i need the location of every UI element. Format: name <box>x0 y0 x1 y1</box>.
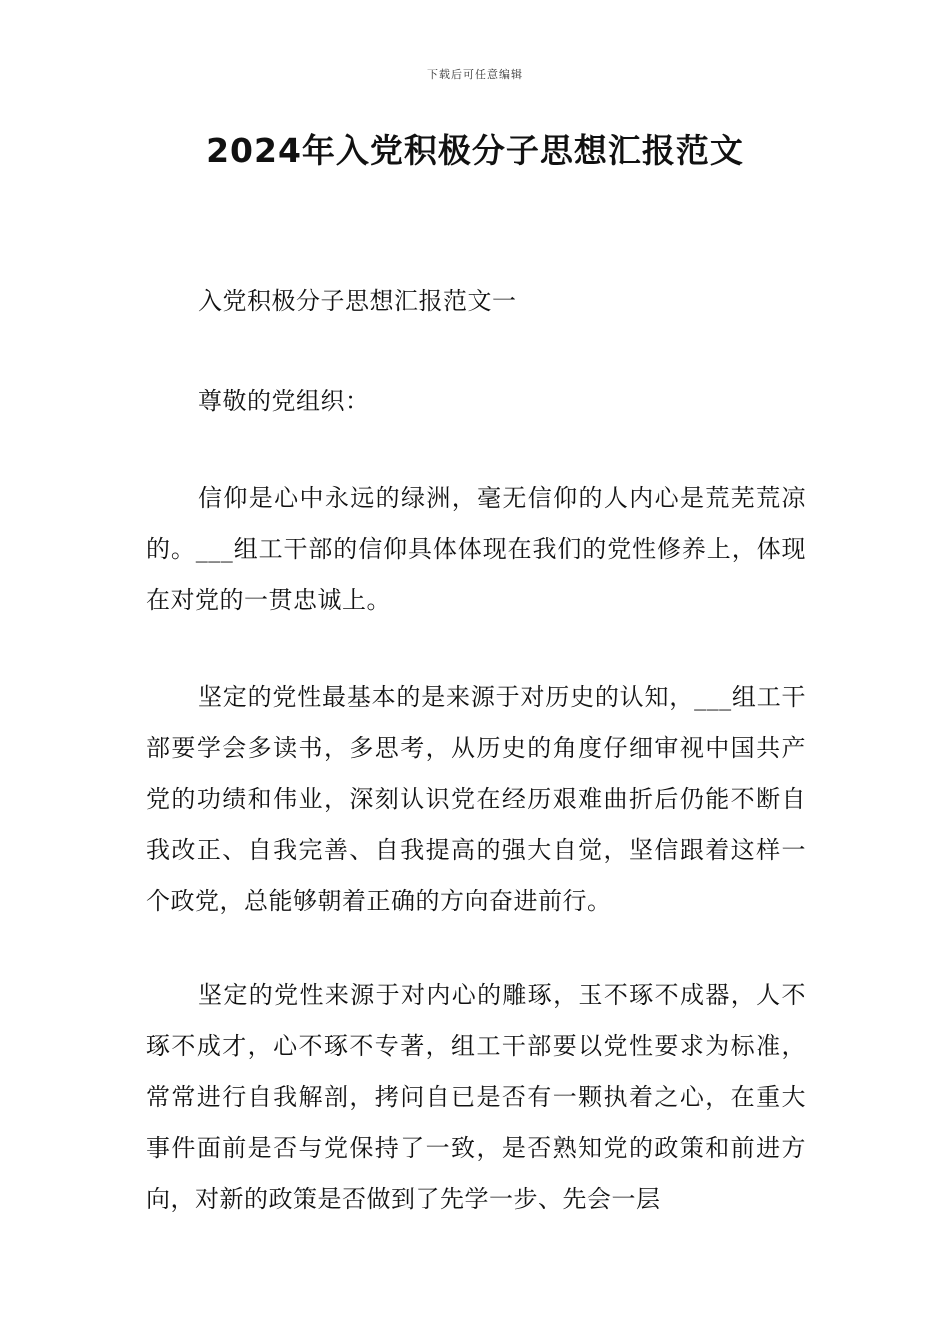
paragraph-2: 坚定的党性最基本的是来源于对历史的认知，___组工干部要学会多读书，多思考，从历史的角度仔细审视中国共产党的功绩和伟业，深刻认识党在经历艰难曲折后仍能不断自我改正、自我完善、自我提高的强大自觉，坚信跟着这样一个政党，总能够朝着正确的方向奋进前行。 <box>146 683 806 915</box>
paragraph-1: 信仰是心中永远的绿洲，毫无信仰的人内心是荒芜荒凉的。___组工干部的信仰具体体现在我们的党性修养上，体现在对党的一贯忠诚上。 <box>146 484 806 614</box>
page-title: 2024年入党积极分子思想汇报范文 <box>206 131 744 170</box>
header-note: 下载后可任意编辑 <box>427 68 523 81</box>
salutation: 尊敬的党组织： <box>198 387 370 415</box>
section-subtitle: 入党积极分子思想汇报范文一 <box>198 287 517 315</box>
paragraph-3: 坚定的党性来源于对内心的雕琢，玉不琢不成器，人不琢不成才，心不琢不专著，组工干部要以党性要求为标准，常常进行自我解剖，拷问自已是否有一颗执着之心，在重大事件面前是否与党保持了一致，是否熟知党的政策和前进方向，对新的政策是否做到了先学一步、先会一层 <box>146 981 806 1213</box>
